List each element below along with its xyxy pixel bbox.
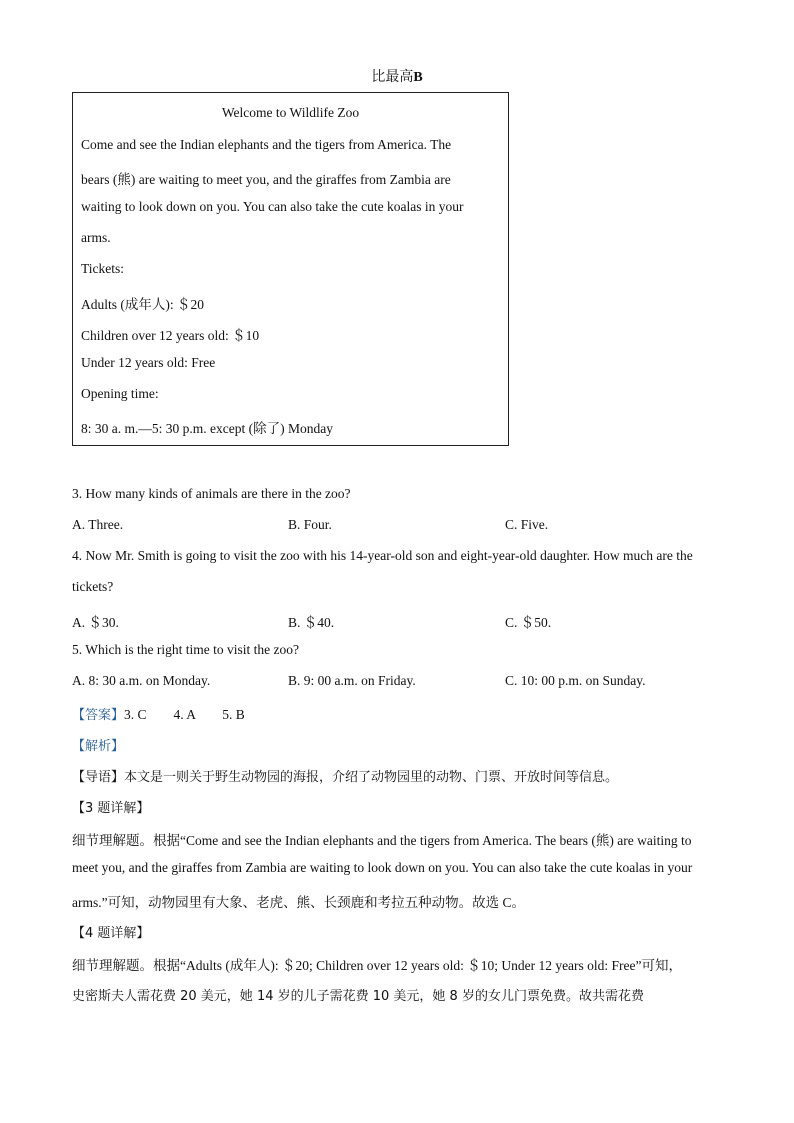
notice-title: Welcome to Wildlife Zoo [221,105,360,120]
q3-detail-line-3: arms.”可知，动物园里有大象、老虎、熊、长颈鹿和考拉五种动物。故选 C。 [72,895,525,910]
notice-line: Tickets: [81,261,125,276]
question-3-option-b: B. Four. [288,517,332,532]
question-5-option-c: C. 10: 00 p.m. on Sunday. [505,673,646,688]
zoo-notice-box [72,92,509,446]
notice-line: Opening time: [81,386,159,401]
question-4-line-2: tickets? [72,579,114,594]
q4-detail-label: 【4 题详解】 [72,926,150,941]
page-header [0,66,794,86]
q4-detail-line-2: 史密斯夫人需花费 20 美元，她 14 岁的儿子需花费 10 美元，她 8 岁的女儿门票免费。故共需花费 [72,989,644,1004]
question-3-option-c: C. Five. [505,517,549,532]
q3-detail-line-1: 细节理解题。根据“Come and see the Indian elephants and the tigers from America. The bears (熊) are waiting to [72,833,692,848]
header-bold-letter: B [413,70,423,85]
notice-line: waiting to look down on you. You can also take the cute koalas in your [81,199,464,214]
question-4-option-c: C. ＄50. [505,615,552,630]
question-4-option-b: B. ＄40. [288,615,335,630]
notice-line: Children over 12 years old: ＄10 [81,328,260,343]
q4-detail-line-1: 细节理解题。根据“Adults (成年人): ＄20; Children over 12 years old: ＄10; Under 12 years old: Free”可知， [72,958,683,973]
answer-row [72,704,245,723]
notice-line: Adults (成年人): ＄20 [81,297,204,312]
guide-label: 【导语】 [72,770,125,785]
notice-line: bears (熊) are waiting to meet you, and the giraffes from Zambia are [81,172,451,187]
header-text: 比最高 [371,70,414,85]
notice-line: 8: 30 a. m.—5: 30 p.m. except (除了) Monday [81,421,333,436]
analysis-row [72,735,124,754]
notice-line: arms. [81,230,111,245]
q3-detail-label: 【3 题详解】 [72,801,150,816]
answer-label: 【答案】 [72,708,125,723]
question-3: 3. How many kinds of animals are there in the zoo? [72,486,351,501]
question-5: 5. Which is the right time to visit the zoo? [72,642,299,657]
q3-detail-line-2: meet you, and the giraffes from Zambia are waiting to look down on you. You can also take the cute koalas in your [72,860,693,875]
notice-line: Under 12 years old: Free [81,355,216,370]
question-5-option-a: A. 8: 30 a.m. on Monday. [72,673,211,688]
analysis-label: 【解析】 [72,739,125,754]
guide-row [72,766,618,785]
guide-text: 本文是一则关于野生动物园的海报，介绍了动物园里的动物、门票、开放时间等信息。 [124,770,619,785]
notice-line: Come and see the Indian elephants and the tigers from America. The [81,137,452,152]
question-5-option-b: B. 9: 00 a.m. on Friday. [288,673,416,688]
question-3-option-a: A. Three. [72,517,124,532]
question-4-line-1: 4. Now Mr. Smith is going to visit the zoo with his 14-year-old son and eight-year-old daughter. How much are the [72,548,693,563]
answer-text: 3. C 4. A 5. B [124,707,245,722]
question-4-option-a: A. ＄30. [72,615,119,630]
